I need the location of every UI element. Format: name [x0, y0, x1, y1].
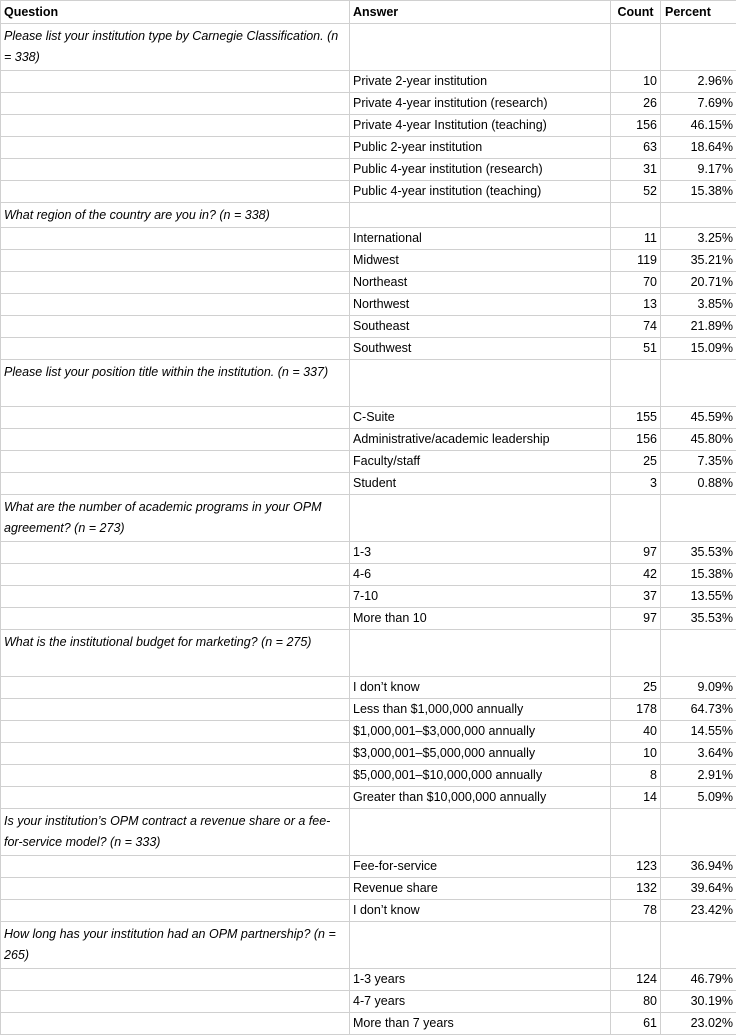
question-text: Please list your institution type by Carnegie Classification. (n = 338) [1, 24, 350, 71]
question-text: What is the institutional budget for marketing? (n = 275) [1, 630, 350, 677]
percent-cell: 14.55% [661, 721, 736, 743]
answer-cell: Private 4-year institution (research) [350, 93, 611, 115]
answer-cell: Less than $1,000,000 annually [350, 699, 611, 721]
table-row [1, 115, 736, 137]
question-row [1, 360, 736, 407]
count-cell: 25 [611, 677, 661, 699]
percent-cell: 7.69% [661, 93, 736, 115]
empty-cell [611, 809, 661, 856]
empty-cell [1, 969, 350, 991]
answer-cell: Fee-for-service [350, 856, 611, 878]
table-row [1, 542, 736, 564]
answer-cell: Southwest [350, 338, 611, 360]
empty-cell [611, 203, 661, 228]
table-body [1, 24, 736, 1035]
table-row [1, 765, 736, 787]
answer-cell: I don’t know [350, 900, 611, 922]
answer-cell: 4-6 [350, 564, 611, 586]
count-cell: 97 [611, 608, 661, 630]
answer-cell: Administrative/academic leadership [350, 429, 611, 451]
empty-cell [350, 922, 611, 969]
table-row [1, 473, 736, 495]
percent-cell: 7.35% [661, 451, 736, 473]
table-row [1, 564, 736, 586]
empty-cell [1, 900, 350, 922]
table-row [1, 787, 736, 809]
percent-cell: 23.02% [661, 1013, 736, 1035]
empty-cell [1, 991, 350, 1013]
count-cell: 124 [611, 969, 661, 991]
table-row [1, 991, 736, 1013]
empty-cell [611, 495, 661, 542]
table-row [1, 316, 736, 338]
empty-cell [1, 181, 350, 203]
percent-cell: 9.17% [661, 159, 736, 181]
empty-cell [661, 24, 736, 71]
percent-cell: 15.38% [661, 564, 736, 586]
table-row [1, 159, 736, 181]
answer-cell: 7-10 [350, 586, 611, 608]
answer-cell: 1-3 years [350, 969, 611, 991]
answer-cell: Southeast [350, 316, 611, 338]
count-cell: 42 [611, 564, 661, 586]
empty-cell [611, 922, 661, 969]
percent-cell: 36.94% [661, 856, 736, 878]
answer-cell: Private 2-year institution [350, 71, 611, 93]
table-row [1, 93, 736, 115]
table-row [1, 137, 736, 159]
count-cell: 8 [611, 765, 661, 787]
percent-cell: 3.64% [661, 743, 736, 765]
empty-cell [350, 203, 611, 228]
count-cell: 40 [611, 721, 661, 743]
header-answer: Answer [350, 1, 611, 24]
empty-cell [350, 495, 611, 542]
table-row [1, 338, 736, 360]
answer-cell: Greater than $10,000,000 annually [350, 787, 611, 809]
empty-cell [1, 159, 350, 181]
question-text: What region of the country are you in? (n = 338) [1, 203, 350, 228]
answer-cell: Student [350, 473, 611, 495]
percent-cell: 2.91% [661, 765, 736, 787]
answer-cell: Public 4-year institution (teaching) [350, 181, 611, 203]
percent-cell: 3.85% [661, 294, 736, 316]
table-row [1, 586, 736, 608]
header-percent: Percent [661, 1, 736, 24]
answer-cell: $5,000,001–$10,000,000 annually [350, 765, 611, 787]
empty-cell [350, 630, 611, 677]
answer-cell: Midwest [350, 250, 611, 272]
percent-cell: 35.53% [661, 608, 736, 630]
table-row [1, 969, 736, 991]
percent-cell: 46.79% [661, 969, 736, 991]
empty-cell [1, 272, 350, 294]
percent-cell: 0.88% [661, 473, 736, 495]
empty-cell [661, 495, 736, 542]
answer-cell: Private 4-year Institution (teaching) [350, 115, 611, 137]
question-row [1, 24, 736, 71]
percent-cell: 35.53% [661, 542, 736, 564]
empty-cell [1, 677, 350, 699]
table-row [1, 856, 736, 878]
empty-cell [350, 24, 611, 71]
percent-cell: 20.71% [661, 272, 736, 294]
question-row [1, 495, 736, 542]
percent-cell: 21.89% [661, 316, 736, 338]
count-cell: 11 [611, 228, 661, 250]
count-cell: 78 [611, 900, 661, 922]
question-text: Please list your position title within the institution. (n = 337) [1, 360, 350, 407]
answer-cell: International [350, 228, 611, 250]
empty-cell [661, 922, 736, 969]
count-cell: 3 [611, 473, 661, 495]
question-text: What are the number of academic programs in your OPM agreement? (n = 273) [1, 495, 350, 542]
table-row [1, 181, 736, 203]
empty-cell [1, 250, 350, 272]
answer-cell: $3,000,001–$5,000,000 annually [350, 743, 611, 765]
table-row [1, 407, 736, 429]
empty-cell [611, 630, 661, 677]
empty-cell [661, 630, 736, 677]
empty-cell [1, 71, 350, 93]
table-row [1, 878, 736, 900]
table-row [1, 272, 736, 294]
count-cell: 80 [611, 991, 661, 1013]
percent-cell: 13.55% [661, 586, 736, 608]
empty-cell [1, 856, 350, 878]
question-text: Is your institution’s OPM contract a revenue share or a fee-for-service model? (n = 333) [1, 809, 350, 856]
empty-cell [1, 429, 350, 451]
percent-cell: 35.21% [661, 250, 736, 272]
table-row [1, 294, 736, 316]
count-cell: 155 [611, 407, 661, 429]
percent-cell: 15.09% [661, 338, 736, 360]
count-cell: 26 [611, 93, 661, 115]
percent-cell: 18.64% [661, 137, 736, 159]
empty-cell [1, 586, 350, 608]
count-cell: 97 [611, 542, 661, 564]
empty-cell [350, 809, 611, 856]
count-cell: 70 [611, 272, 661, 294]
header-row [1, 1, 736, 24]
empty-cell [1, 787, 350, 809]
empty-cell [1, 721, 350, 743]
percent-cell: 46.15% [661, 115, 736, 137]
percent-cell: 2.96% [661, 71, 736, 93]
percent-cell: 45.80% [661, 429, 736, 451]
percent-cell: 64.73% [661, 699, 736, 721]
count-cell: 61 [611, 1013, 661, 1035]
table-row [1, 429, 736, 451]
count-cell: 25 [611, 451, 661, 473]
table-row [1, 900, 736, 922]
answer-cell: 4-7 years [350, 991, 611, 1013]
answer-cell: C-Suite [350, 407, 611, 429]
empty-cell [661, 809, 736, 856]
header-count: Count [611, 1, 661, 24]
empty-cell [1, 228, 350, 250]
count-cell: 156 [611, 429, 661, 451]
answer-cell: Northwest [350, 294, 611, 316]
percent-cell: 45.59% [661, 407, 736, 429]
answer-cell: More than 10 [350, 608, 611, 630]
empty-cell [1, 451, 350, 473]
empty-cell [1, 699, 350, 721]
empty-cell [1, 338, 350, 360]
answer-cell: Public 2-year institution [350, 137, 611, 159]
empty-cell [1, 765, 350, 787]
empty-cell [1, 878, 350, 900]
table-row [1, 699, 736, 721]
answer-cell: More than 7 years [350, 1013, 611, 1035]
answer-cell: Northeast [350, 272, 611, 294]
count-cell: 13 [611, 294, 661, 316]
count-cell: 132 [611, 878, 661, 900]
empty-cell [1, 407, 350, 429]
percent-cell: 23.42% [661, 900, 736, 922]
table-row [1, 451, 736, 473]
question-row [1, 630, 736, 677]
percent-cell: 3.25% [661, 228, 736, 250]
count-cell: 10 [611, 743, 661, 765]
empty-cell [1, 473, 350, 495]
empty-cell [661, 203, 736, 228]
empty-cell [1, 608, 350, 630]
table-row [1, 250, 736, 272]
count-cell: 156 [611, 115, 661, 137]
empty-cell [1, 564, 350, 586]
empty-cell [1, 316, 350, 338]
count-cell: 74 [611, 316, 661, 338]
count-cell: 119 [611, 250, 661, 272]
question-text: How long has your institution had an OPM partnership? (n = 265) [1, 922, 350, 969]
answer-cell: I don’t know [350, 677, 611, 699]
empty-cell [1, 137, 350, 159]
percent-cell: 30.19% [661, 991, 736, 1013]
percent-cell: 5.09% [661, 787, 736, 809]
count-cell: 10 [611, 71, 661, 93]
percent-cell: 15.38% [661, 181, 736, 203]
empty-cell [611, 24, 661, 71]
answer-cell: 1-3 [350, 542, 611, 564]
empty-cell [1, 115, 350, 137]
percent-cell: 39.64% [661, 878, 736, 900]
empty-cell [350, 360, 611, 407]
answer-cell: Faculty/staff [350, 451, 611, 473]
count-cell: 14 [611, 787, 661, 809]
empty-cell [1, 743, 350, 765]
answer-cell: Revenue share [350, 878, 611, 900]
answer-cell: Public 4-year institution (research) [350, 159, 611, 181]
table-row [1, 677, 736, 699]
count-cell: 63 [611, 137, 661, 159]
question-row [1, 922, 736, 969]
count-cell: 52 [611, 181, 661, 203]
count-cell: 37 [611, 586, 661, 608]
table-row [1, 743, 736, 765]
table-row [1, 721, 736, 743]
count-cell: 51 [611, 338, 661, 360]
count-cell: 123 [611, 856, 661, 878]
empty-cell [1, 542, 350, 564]
question-row [1, 203, 736, 228]
empty-cell [1, 294, 350, 316]
empty-cell [611, 360, 661, 407]
count-cell: 31 [611, 159, 661, 181]
header-question: Question [1, 1, 350, 24]
percent-cell: 9.09% [661, 677, 736, 699]
count-cell: 178 [611, 699, 661, 721]
table-row [1, 71, 736, 93]
empty-cell [1, 93, 350, 115]
empty-cell [661, 360, 736, 407]
table-row [1, 608, 736, 630]
question-row [1, 809, 736, 856]
answer-cell: $1,000,001–$3,000,000 annually [350, 721, 611, 743]
table-row [1, 228, 736, 250]
